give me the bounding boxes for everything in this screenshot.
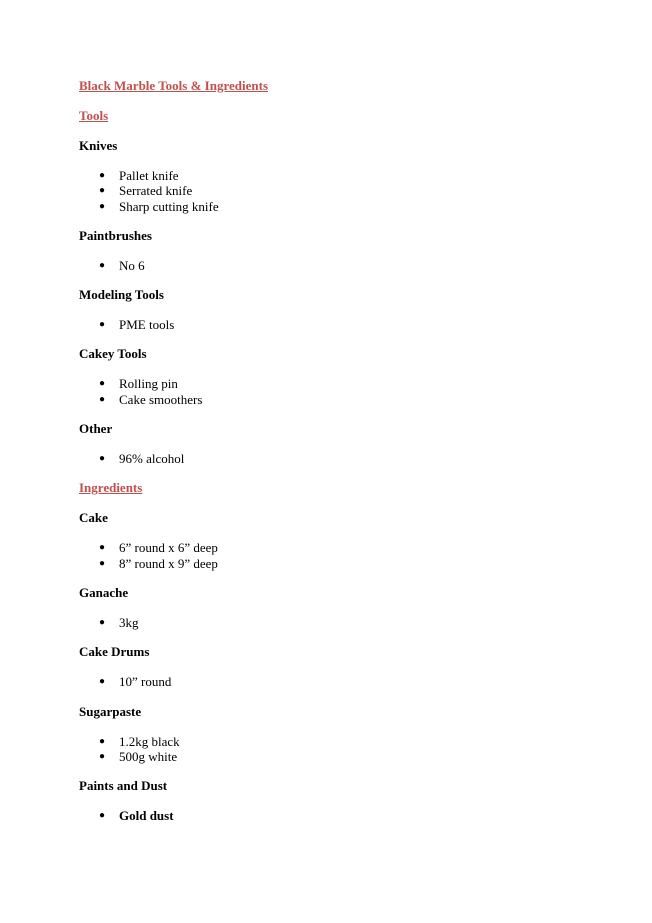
- list-cake-drums: [79, 674, 599, 689]
- list-item-text: Serrated knife: [119, 183, 193, 199]
- list-item-text: Gold dust: [119, 808, 174, 824]
- list-item-text: Pallet knife: [119, 168, 179, 183]
- list-item-text: 10” round: [119, 674, 172, 690]
- list-item-text: 500g white: [119, 748, 178, 764]
- subheading-paints-and-dust: Paints and Dust: [79, 778, 168, 794]
- list-item-text: Rolling pin: [119, 376, 178, 392]
- subheading-paintbrushes: Paintbrushes: [79, 227, 152, 243]
- list-item-text: No 6: [119, 257, 145, 273]
- list-item-text: Sharp cutting knife: [119, 198, 219, 214]
- list-item: [79, 258, 599, 273]
- bullet-icon: ●: [99, 750, 106, 762]
- bullet-icon: ●: [99, 735, 106, 747]
- subheading-cake-drums: Cake Drums: [79, 644, 150, 660]
- bullet-icon: ●: [99, 393, 106, 405]
- list-item: [79, 392, 599, 407]
- list-ganache: [79, 615, 599, 630]
- list-cakey-tools: [79, 376, 599, 407]
- bullet-icon: ●: [99, 185, 106, 197]
- list-modeling-tools: [79, 317, 599, 332]
- list-other: [79, 451, 599, 466]
- bullet-icon: ●: [99, 557, 106, 569]
- list-item: [79, 451, 599, 466]
- bullet-icon: ●: [99, 200, 106, 212]
- list-item-text: Cake smoothers: [119, 391, 203, 407]
- subheading-other: Other: [79, 421, 113, 437]
- bullet-icon: ●: [99, 542, 106, 554]
- list-item-text: 3kg: [119, 614, 139, 630]
- subheading-cakey-tools: Cakey Tools: [79, 346, 147, 362]
- document-title: Black Marble Tools & Ingredients: [79, 78, 269, 93]
- list-paintbrushes: [79, 258, 599, 273]
- list-item: [79, 808, 599, 823]
- list-cake: [79, 540, 599, 571]
- subheading-sugarpaste: Sugarpaste: [79, 703, 142, 719]
- subheading-knives: Knives: [79, 138, 118, 153]
- list-item-text: 96% alcohol: [119, 451, 185, 467]
- list-item: [79, 199, 599, 214]
- list-item: [79, 540, 599, 555]
- list-item-text: 1.2kg black: [119, 733, 180, 749]
- list-item: [79, 168, 599, 183]
- list-knives: [79, 168, 599, 214]
- list-item-text: PME tools: [119, 317, 175, 333]
- list-item: [79, 674, 599, 689]
- bullet-icon: ●: [99, 378, 106, 390]
- list-item-text: 8” round x 9” deep: [119, 555, 218, 571]
- subheading-ganache: Ganache: [79, 584, 129, 600]
- list-item: [79, 615, 599, 630]
- section-heading-tools: Tools: [79, 108, 109, 123]
- list-item: [79, 376, 599, 391]
- bullet-icon: ●: [99, 170, 106, 181]
- bullet-icon: ●: [99, 319, 106, 331]
- list-item-text: 6” round x 6” deep: [119, 540, 218, 556]
- bullet-icon: ●: [99, 259, 106, 271]
- list-item: [79, 317, 599, 332]
- list-paints-and-dust: [79, 808, 599, 823]
- list-item: [79, 734, 599, 749]
- subheading-cake: Cake: [79, 510, 108, 526]
- section-heading-ingredients: Ingredients: [79, 480, 143, 496]
- bullet-icon: ●: [99, 676, 106, 688]
- list-item: [79, 749, 599, 764]
- bullet-icon: ●: [99, 810, 106, 822]
- list-item: [79, 183, 599, 198]
- list-sugarpaste: [79, 734, 599, 765]
- bullet-icon: ●: [99, 453, 106, 465]
- subheading-modeling-tools: Modeling Tools: [79, 287, 164, 303]
- list-item: [79, 556, 599, 571]
- document-page: [79, 78, 599, 837]
- bullet-icon: ●: [99, 616, 106, 628]
